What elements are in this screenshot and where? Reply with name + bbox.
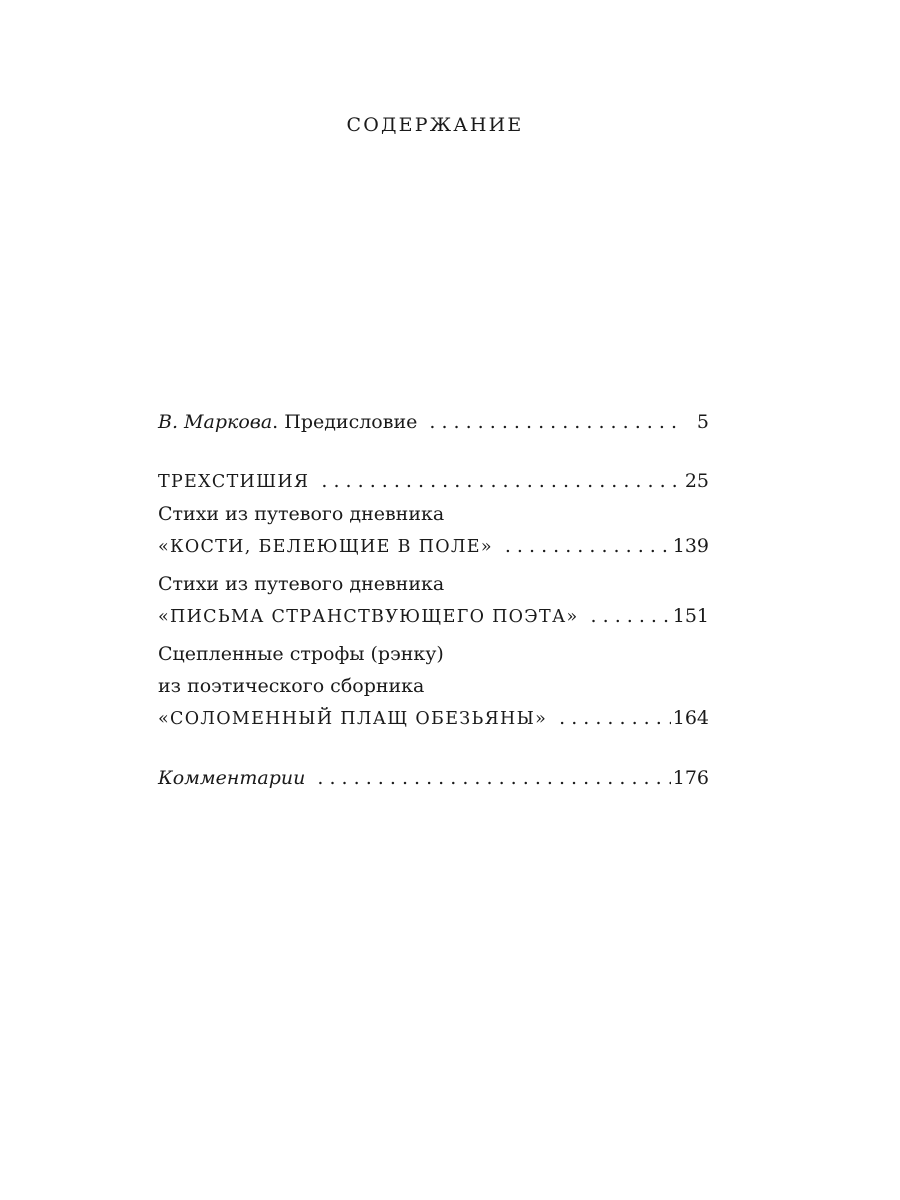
- dot-leader: [505, 530, 671, 562]
- toc-page-number: 151: [672, 605, 709, 627]
- dot-leader: [321, 465, 681, 497]
- toc-entry-comments[interactable]: [158, 762, 709, 794]
- toc-entry-author: В. Маркова: [158, 411, 273, 433]
- toc-entry-subtitle: Сцепленные строфы (рэнку): [158, 643, 444, 665]
- toc-entry-title: «СОЛОМЕННЫЙ ПЛАЩ ОБЕЗЬЯНЫ»: [158, 709, 548, 729]
- toc-entry-bones[interactable]: [158, 498, 709, 563]
- toc-entry-subtitle: из поэтического сборника: [158, 675, 425, 697]
- toc-page-number: 176: [672, 767, 709, 789]
- toc-entry-preface[interactable]: [158, 406, 709, 438]
- toc-entry-title: Комментарии: [158, 767, 306, 789]
- toc-entry-renku[interactable]: [158, 638, 709, 735]
- toc-entry-title: Предисловие: [278, 411, 418, 433]
- dot-leader: [429, 406, 681, 438]
- toc-entry-title: «ПИСЬМА СТРАНСТВУЮЩЕГО ПОЭТА»: [158, 607, 579, 627]
- toc-entry-title: «КОСТИ, БЕЛЕЮЩИЕ В ПОЛЕ»: [158, 537, 493, 557]
- dot-leader: [317, 762, 670, 794]
- toc-page-number: 25: [684, 470, 709, 492]
- dot-leader: [591, 600, 671, 632]
- toc-entry-subtitle: Стихи из путевого дневника: [158, 503, 445, 525]
- toc-entry-author-suffix: .: [272, 411, 279, 433]
- table-of-contents: [158, 406, 709, 794]
- toc-entry-title: ТРЕХСТИШИЯ: [158, 472, 310, 492]
- toc-entry-subtitle: Стихи из путевого дневника: [158, 573, 445, 595]
- toc-page-number: 164: [672, 707, 709, 729]
- toc-page-number: 139: [672, 535, 709, 557]
- toc-entry-letters[interactable]: [158, 568, 709, 633]
- toc-page-number: 5: [696, 411, 709, 433]
- page-title: СОДЕРЖАНИЕ: [346, 114, 524, 136]
- toc-entry-tercets[interactable]: [158, 465, 709, 498]
- dot-leader: [559, 702, 671, 734]
- toc-entry-label: [158, 406, 417, 438]
